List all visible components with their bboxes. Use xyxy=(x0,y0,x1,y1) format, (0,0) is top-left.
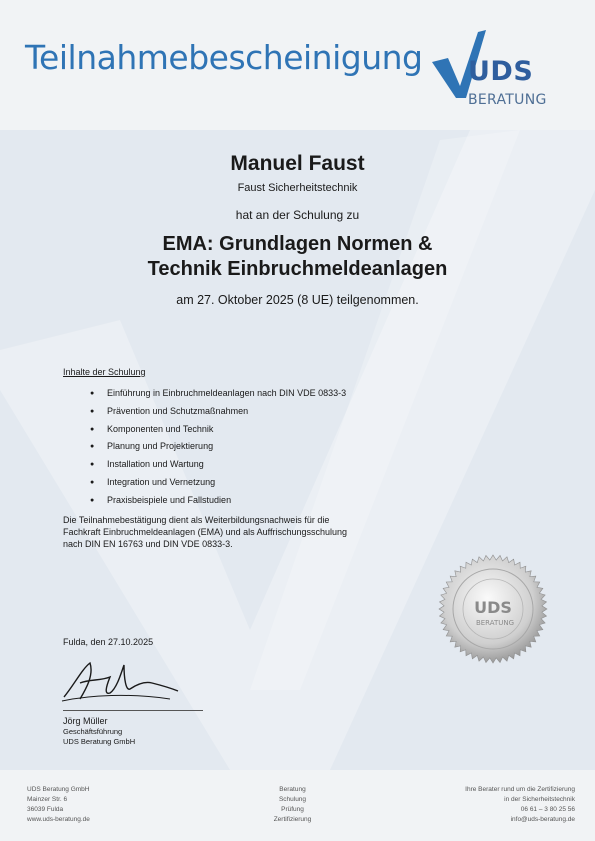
footer-website-link[interactable]: www.uds-beratung.de xyxy=(27,816,90,823)
footer-line: in der Sicherheitstechnik xyxy=(504,796,575,803)
footer-services xyxy=(270,785,315,825)
footer-address xyxy=(27,785,90,825)
certificate-note xyxy=(63,514,393,550)
footer-line: Beratung xyxy=(279,786,306,793)
signature-image xyxy=(60,655,180,705)
participant-name: Manuel Faust xyxy=(230,152,365,175)
participant-company: Faust Sicherheitstechnik xyxy=(237,182,358,194)
list-item: ● Installation und Wartung xyxy=(90,459,346,477)
logo-uds-text: UDS xyxy=(468,56,534,87)
note-line: Die Teilnahmebestätigung dient als Weiterbildungsnachweis für die xyxy=(63,515,330,525)
seal-sub-text: BERATUNG xyxy=(475,619,515,627)
footer-line: Zertifizierung xyxy=(273,816,312,823)
list-item: ● Praxisbeispiele und Fallstudien xyxy=(90,495,346,513)
footer-contact xyxy=(465,785,575,825)
list-item: ● Integration und Vernetzung xyxy=(90,477,346,495)
logo-sub-text: BERATUNG xyxy=(468,92,547,108)
footer-line: Mainzer Str. 6 xyxy=(27,796,68,803)
note-line: Fachkraft Einbruchmeldeanlagen (EMA) und als Auffrischungsschulung xyxy=(63,527,347,537)
footer-line: 36039 Fulda xyxy=(27,806,64,813)
signer-org: UDS Beratung GmbH xyxy=(63,737,136,746)
course-title xyxy=(0,232,595,282)
footer-line: Schulung xyxy=(278,796,307,803)
note-line: nach DIN EN 16763 und DIN VDE 0833-3. xyxy=(63,539,233,549)
footer-line: UDS Beratung GmbH xyxy=(27,786,90,793)
place-date: Fulda, den 27.10.2025 xyxy=(63,637,154,647)
seal-text: UDS xyxy=(474,598,512,617)
list-item: ● Einführung in Einbruchmeldeanlagen nach DIN VDE 0833-3 xyxy=(90,388,346,406)
list-item: ● Komponenten und Technik xyxy=(90,424,346,442)
signer-role xyxy=(63,727,135,747)
course-title-line2: Technik Einbruchmeldeanlagen xyxy=(147,258,448,280)
footer-line: Prüfung xyxy=(281,806,304,813)
contents-list xyxy=(90,388,346,513)
signer-name: Jörg Müller xyxy=(63,716,108,726)
course-title-line1: EMA: Grundlagen Normen & xyxy=(162,233,433,255)
list-item: ● Prävention und Schutzmaßnahmen xyxy=(90,406,346,424)
contents-heading: Inhalte der Schulung xyxy=(63,367,146,377)
page-title: Teilnahmebescheinigung xyxy=(25,38,423,77)
signature-line xyxy=(63,710,203,711)
uds-logo xyxy=(430,30,560,115)
signer-role-title: Geschäftsführung xyxy=(63,727,123,736)
footer-line: Ihre Berater rund um die Zertifizierung xyxy=(465,786,575,793)
footer-phone: 06 61 – 3 80 25 56 xyxy=(520,806,575,813)
list-item: ● Planung und Projektierung xyxy=(90,441,346,459)
seal-icon xyxy=(437,553,549,665)
footer-email-link[interactable]: info@uds-beratung.de xyxy=(510,816,575,823)
course-date: am 27. Oktober 2025 (8 UE) teilgenommen. xyxy=(176,293,419,307)
header xyxy=(0,0,595,130)
course-intro: hat an der Schulung zu xyxy=(235,208,360,222)
